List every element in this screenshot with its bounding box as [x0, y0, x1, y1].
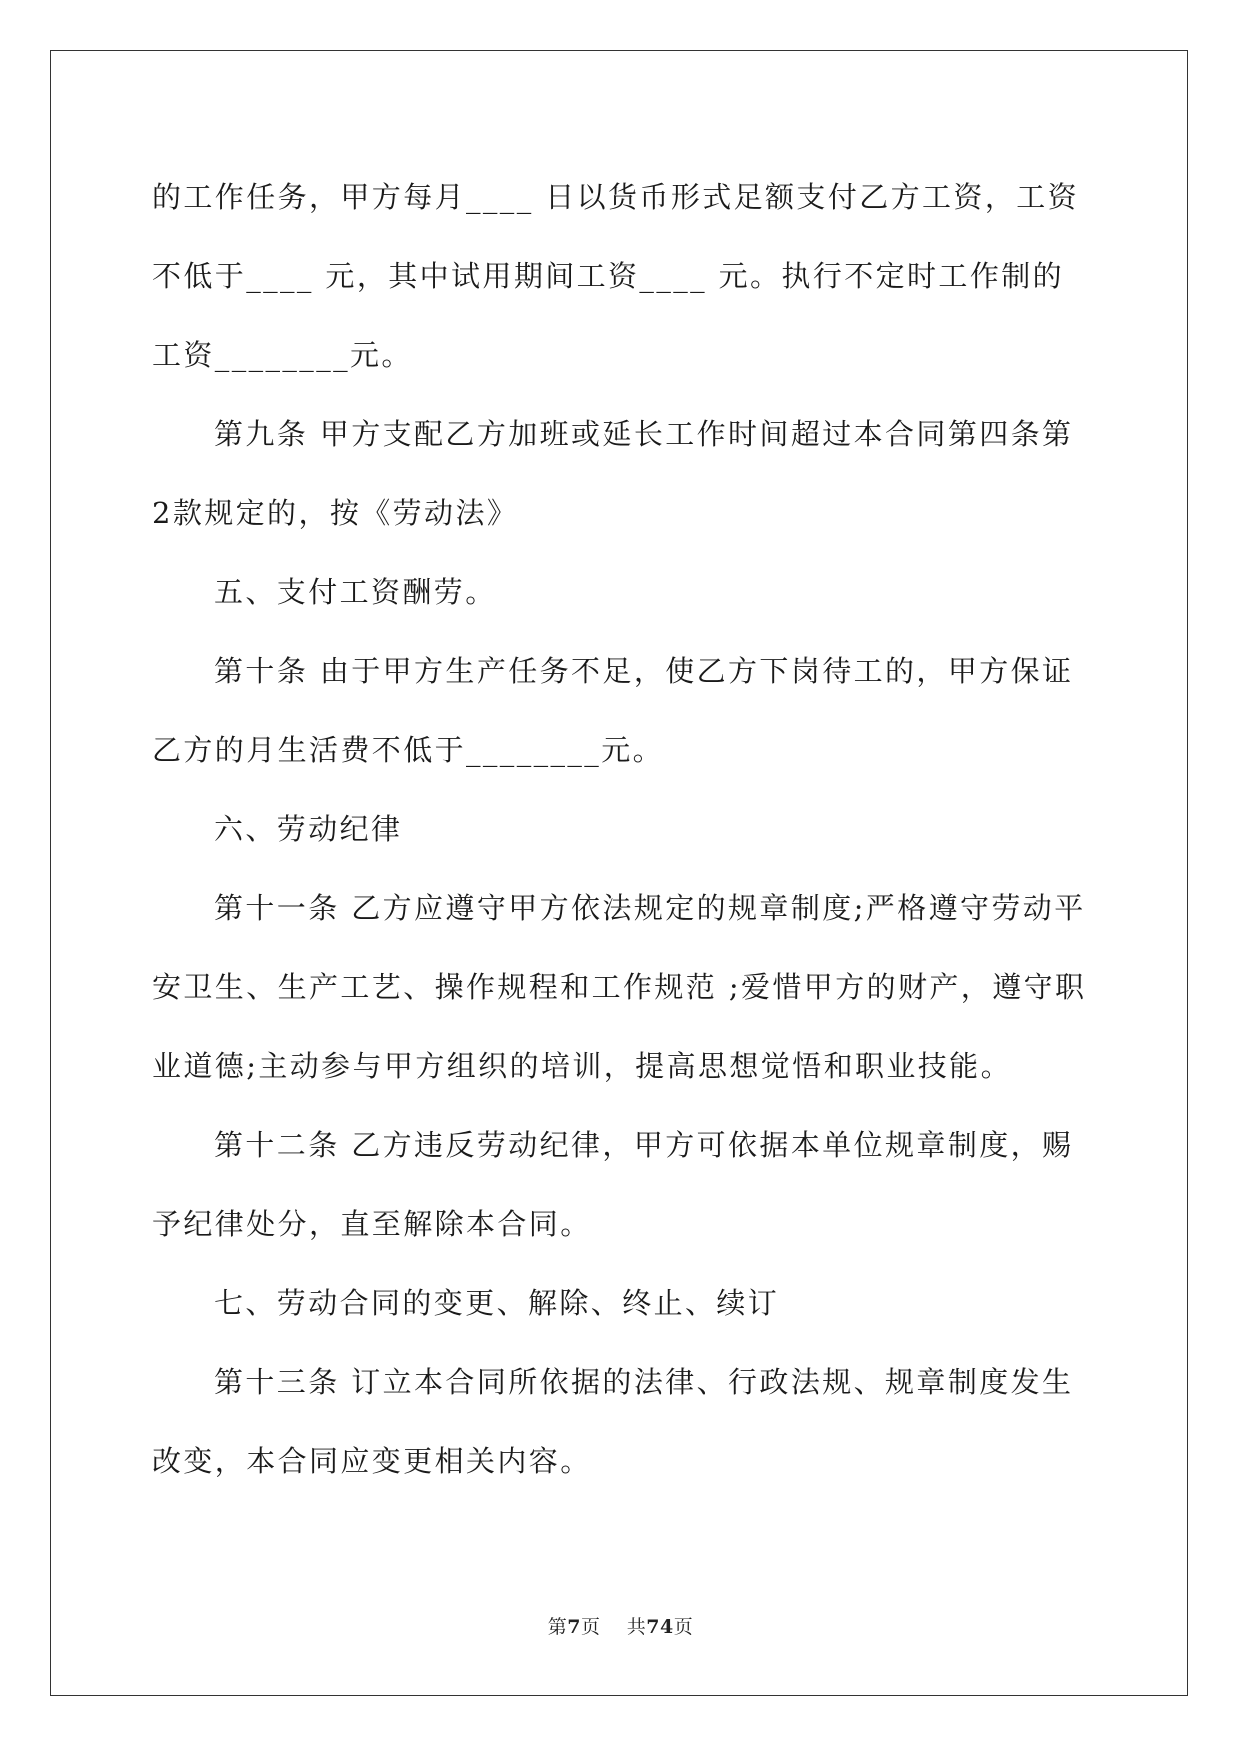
section-heading-6: 六、劳动纪律: [214, 812, 403, 846]
section-heading-5: 五、支付工资酬劳。: [214, 575, 497, 609]
footer-page-suffix: 页: [581, 1616, 601, 1638]
total-pages-number: 74: [646, 1616, 674, 1638]
section-heading-7: 七、劳动合同的变更、解除、终止、续订: [214, 1286, 780, 1320]
paragraph-article-10: 第十条 由于甲方生产任务不足，使乙方下岗待工的，甲方保证乙方的月生活费不低于________元。: [152, 654, 1074, 767]
footer-prefix: 第: [547, 1616, 568, 1638]
document-body: [152, 158, 1092, 1501]
paragraph-article-11: 第十一条 乙方应遵守甲方依法规定的规章制度;严格遵守劳动平安卫生、生产工艺、操作规程和工作规范 ;爱惜甲方的财产，遵守职业道德;主动参与甲方组织的培训，提高思想觉悟和职业技能。: [152, 891, 1087, 1083]
paragraph-article-9: 第九条 甲方支配乙方加班或延长工作时间超过本合同第四条第2款规定的，按《劳动法》: [152, 417, 1074, 530]
paragraph-wage-payment: 的工作任务，甲方每月____ 日以货币形式足额支付乙方工资，工资不低于____ 元，其中试用期间工资____ 元。执行不定时工作制的工资________元。: [152, 180, 1080, 372]
page-footer: [0, 1612, 1241, 1639]
paragraph-article-13: 第十三条 订立本合同所依据的法律、行政法规、规章制度发生改变，本合同应变更相关内容。: [152, 1365, 1074, 1478]
paragraph-article-12: 第十二条 乙方违反劳动纪律，甲方可依据本单位规章制度，赐予纪律处分，直至解除本合同。: [152, 1128, 1074, 1241]
footer-total-suffix: 页: [673, 1616, 694, 1638]
current-page-number: 7: [567, 1616, 582, 1638]
footer-total-prefix: 共: [626, 1616, 647, 1638]
